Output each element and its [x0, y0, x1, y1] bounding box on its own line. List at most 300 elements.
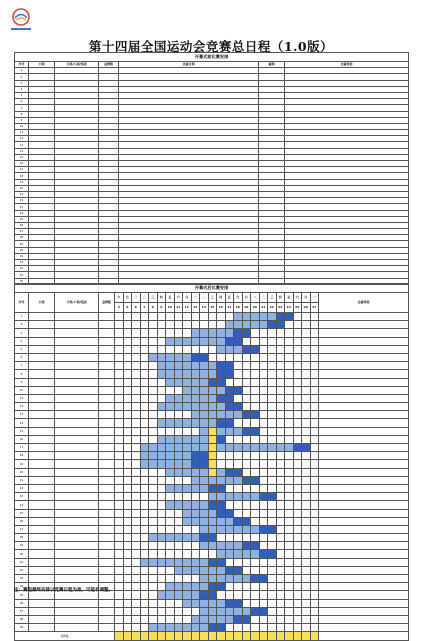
- schedule-day-cell: [140, 566, 149, 574]
- medal-count-cell: [99, 345, 115, 353]
- table-cell: 6: [15, 99, 29, 105]
- schedule-day-cell: [276, 370, 285, 378]
- schedule-day-cell: [191, 493, 200, 501]
- schedule-day-cell: [293, 550, 302, 558]
- schedule-day-cell: [132, 337, 141, 345]
- schedule-day-cell: [234, 411, 243, 419]
- schedule-day-cell: [208, 337, 217, 345]
- schedule-day-cell: [115, 542, 124, 550]
- schedule-day-cell: [208, 345, 217, 353]
- row-number-cell: 5: [15, 345, 29, 353]
- date-header: 16: [217, 303, 226, 313]
- total-cell: [276, 632, 285, 640]
- sport-cell: [29, 452, 55, 460]
- schedule-day-cell: [276, 607, 285, 615]
- schedule-day-cell: [183, 542, 192, 550]
- date-header: 20: [251, 303, 260, 313]
- schedule-day-cell: [157, 444, 166, 452]
- schedule-day-cell: [285, 452, 294, 460]
- schedule-day-cell: [285, 591, 294, 599]
- schedule-day-cell: [251, 353, 260, 361]
- schedule-day-cell: [123, 419, 132, 427]
- schedule-day-cell: [268, 583, 277, 591]
- schedule-day-cell: [149, 493, 158, 501]
- schedule-day-cell: [191, 575, 200, 583]
- schedule-day-cell: [157, 435, 166, 443]
- table-cell: 34: [15, 272, 29, 278]
- schedule-day-cell: [132, 534, 141, 542]
- schedule-day-cell: [259, 624, 268, 632]
- schedule-day-cell: [140, 583, 149, 591]
- weekday-header: 六: [115, 293, 124, 303]
- schedule-day-cell: [234, 460, 243, 468]
- schedule-day-cell: [268, 444, 277, 452]
- weekday-header: 一: [251, 293, 260, 303]
- schedule-day-cell: [268, 427, 277, 435]
- schedule-day-cell: [285, 558, 294, 566]
- sport-cell: [29, 419, 55, 427]
- date-header: 14: [200, 303, 209, 313]
- schedule-day-cell: [174, 476, 183, 484]
- schedule-day-cell: [268, 353, 277, 361]
- schedule-day-cell: [234, 468, 243, 476]
- discipline-cell: [55, 607, 99, 615]
- schedule-day-cell: [123, 599, 132, 607]
- total-cell: [183, 632, 192, 640]
- schedule-day-cell: [310, 534, 319, 542]
- schedule-day-cell: [191, 403, 200, 411]
- schedule-day-cell: [242, 460, 251, 468]
- schedule-day-cell: [115, 452, 124, 460]
- schedule-day-cell: [251, 321, 260, 329]
- schedule-day-cell: [242, 566, 251, 574]
- sport-cell: [29, 378, 55, 386]
- schedule-day-cell: [285, 435, 294, 443]
- column-header: 大项: [29, 62, 55, 68]
- schedule-day-cell: [234, 534, 243, 542]
- table-row: [15, 435, 409, 443]
- sport-cell: [29, 534, 55, 542]
- schedule-day-cell: [123, 353, 132, 361]
- schedule-day-cell: [157, 591, 166, 599]
- schedule-day-cell: [242, 444, 251, 452]
- schedule-day-cell: [149, 460, 158, 468]
- schedule-day-cell: [302, 452, 311, 460]
- schedule-day-cell: [208, 313, 217, 321]
- schedule-day-cell: [166, 460, 175, 468]
- schedule-day-cell: [208, 501, 217, 509]
- sport-cell: [29, 329, 55, 337]
- schedule-day-cell: [217, 583, 226, 591]
- discipline-cell: [55, 444, 99, 452]
- schedule-day-cell: [310, 566, 319, 574]
- total-cell: [149, 632, 158, 640]
- schedule-day-cell: [115, 476, 124, 484]
- schedule-day-cell: [208, 378, 217, 386]
- table-cell: 15: [15, 154, 29, 160]
- schedule-day-cell: [191, 615, 200, 623]
- schedule-day-cell: [242, 615, 251, 623]
- schedule-day-cell: [293, 615, 302, 623]
- section-title: 开幕式后比赛安排: [15, 284, 409, 293]
- discipline-cell: [55, 419, 99, 427]
- sport-cell: [29, 427, 55, 435]
- schedule-day-cell: [166, 493, 175, 501]
- schedule-day-cell: [174, 558, 183, 566]
- schedule-day-cell: [174, 517, 183, 525]
- schedule-day-cell: [242, 476, 251, 484]
- sport-cell: [29, 607, 55, 615]
- venue-cell: [319, 615, 409, 623]
- schedule-day-cell: [276, 583, 285, 591]
- schedule-day-cell: [259, 534, 268, 542]
- schedule-day-cell: [217, 370, 226, 378]
- venue-cell: [319, 509, 409, 517]
- schedule-day-cell: [149, 345, 158, 353]
- schedule-day-cell: [157, 599, 166, 607]
- medal-count-cell: [99, 370, 115, 378]
- schedule-day-cell: [259, 452, 268, 460]
- schedule-day-cell: [200, 558, 209, 566]
- schedule-day-cell: [166, 607, 175, 615]
- schedule-day-cell: [200, 575, 209, 583]
- schedule-day-cell: [115, 337, 124, 345]
- schedule-day-cell: [123, 362, 132, 370]
- schedule-day-cell: [302, 444, 311, 452]
- table-row: [15, 378, 409, 386]
- venue-cell: [319, 353, 409, 361]
- total-cell: [259, 632, 268, 640]
- schedule-day-cell: [217, 403, 226, 411]
- schedule-day-cell: [166, 329, 175, 337]
- schedule-day-cell: [225, 444, 234, 452]
- schedule-day-cell: [140, 313, 149, 321]
- discipline-cell: [55, 493, 99, 501]
- schedule-day-cell: [157, 509, 166, 517]
- schedule-day-cell: [302, 575, 311, 583]
- schedule-day-cell: [276, 329, 285, 337]
- schedule-day-cell: [166, 566, 175, 574]
- discipline-cell: [55, 411, 99, 419]
- date-header: 12: [183, 303, 192, 313]
- medal-count-cell: [99, 337, 115, 345]
- schedule-day-cell: [123, 452, 132, 460]
- schedule-day-cell: [302, 624, 311, 632]
- medal-count-cell: [99, 493, 115, 501]
- schedule-day-cell: [310, 583, 319, 591]
- sport-cell: [29, 313, 55, 321]
- venue-cell: [319, 337, 409, 345]
- schedule-day-cell: [251, 591, 260, 599]
- schedule-day-cell: [234, 484, 243, 492]
- schedule-day-cell: [251, 435, 260, 443]
- schedule-day-cell: [276, 542, 285, 550]
- schedule-day-cell: [115, 534, 124, 542]
- schedule-day-cell: [157, 394, 166, 402]
- medal-count-cell: [99, 362, 115, 370]
- schedule-day-cell: [149, 313, 158, 321]
- schedule-day-cell: [302, 493, 311, 501]
- schedule-day-cell: [174, 460, 183, 468]
- schedule-day-cell: [140, 378, 149, 386]
- schedule-day-cell: [293, 476, 302, 484]
- schedule-day-cell: [225, 525, 234, 533]
- row-number-cell: 21: [15, 476, 29, 484]
- schedule-day-cell: [174, 501, 183, 509]
- schedule-day-cell: [132, 484, 141, 492]
- schedule-day-cell: [310, 542, 319, 550]
- schedule-day-cell: [157, 575, 166, 583]
- schedule-day-cell: [310, 517, 319, 525]
- medal-count-cell: [99, 329, 115, 337]
- schedule-day-cell: [166, 452, 175, 460]
- sport-cell: [29, 370, 55, 378]
- table-cell: 22: [15, 198, 29, 204]
- schedule-day-cell: [225, 476, 234, 484]
- table-cell: 35: [15, 278, 29, 284]
- schedule-day-cell: [259, 435, 268, 443]
- schedule-day-cell: [191, 313, 200, 321]
- schedule-day-cell: [302, 370, 311, 378]
- schedule-day-cell: [208, 484, 217, 492]
- schedule-day-cell: [259, 484, 268, 492]
- sport-cell: [29, 386, 55, 394]
- schedule-day-cell: [276, 345, 285, 353]
- weekday-header: 六: [293, 293, 302, 303]
- schedule-day-cell: [183, 394, 192, 402]
- table-row: [15, 607, 409, 615]
- schedule-day-cell: [225, 468, 234, 476]
- schedule-day-cell: [149, 525, 158, 533]
- schedule-day-cell: [259, 509, 268, 517]
- schedule-day-cell: [191, 566, 200, 574]
- weekday-header: 日: [302, 293, 311, 303]
- schedule-day-cell: [132, 386, 141, 394]
- date-header: 8: [149, 303, 158, 313]
- schedule-day-cell: [225, 386, 234, 394]
- schedule-day-cell: [225, 411, 234, 419]
- schedule-day-cell: [276, 550, 285, 558]
- schedule-day-cell: [140, 607, 149, 615]
- schedule-day-cell: [293, 411, 302, 419]
- schedule-day-cell: [251, 534, 260, 542]
- schedule-day-cell: [132, 427, 141, 435]
- total-cell: [191, 632, 200, 640]
- schedule-day-cell: [225, 550, 234, 558]
- schedule-day-cell: [234, 566, 243, 574]
- schedule-day-cell: [234, 607, 243, 615]
- schedule-day-cell: [251, 411, 260, 419]
- date-header: 17: [225, 303, 234, 313]
- schedule-day-cell: [293, 566, 302, 574]
- schedule-day-cell: [157, 452, 166, 460]
- schedule-day-cell: [115, 403, 124, 411]
- schedule-day-cell: [276, 509, 285, 517]
- schedule-day-cell: [115, 468, 124, 476]
- schedule-day-cell: [115, 509, 124, 517]
- schedule-day-cell: [140, 534, 149, 542]
- schedule-day-cell: [140, 476, 149, 484]
- schedule-day-cell: [174, 468, 183, 476]
- schedule-day-cell: [225, 313, 234, 321]
- schedule-day-cell: [276, 484, 285, 492]
- schedule-day-cell: [234, 394, 243, 402]
- schedule-day-cell: [200, 403, 209, 411]
- date-header: 27: [310, 303, 319, 313]
- schedule-day-cell: [115, 321, 124, 329]
- discipline-cell: [55, 476, 99, 484]
- schedule-day-cell: [123, 476, 132, 484]
- schedule-day-cell: [268, 517, 277, 525]
- table-row: [15, 468, 409, 476]
- discipline-cell: [55, 460, 99, 468]
- schedule-day-cell: [115, 525, 124, 533]
- discipline-cell: [55, 403, 99, 411]
- schedule-day-cell: [259, 583, 268, 591]
- total-cell: [166, 632, 175, 640]
- table-row: [15, 525, 409, 533]
- schedule-day-cell: [115, 394, 124, 402]
- schedule-day-cell: [183, 411, 192, 419]
- schedule-day-cell: [276, 313, 285, 321]
- schedule-day-cell: [234, 337, 243, 345]
- schedule-day-cell: [140, 435, 149, 443]
- schedule-day-cell: [225, 419, 234, 427]
- schedule-day-cell: [276, 419, 285, 427]
- date-header: 15: [208, 303, 217, 313]
- schedule-day-cell: [115, 427, 124, 435]
- schedule-day-cell: [208, 329, 217, 337]
- schedule-day-cell: [208, 435, 217, 443]
- schedule-day-cell: [285, 386, 294, 394]
- schedule-day-cell: [174, 362, 183, 370]
- schedule-day-cell: [276, 575, 285, 583]
- schedule-day-cell: [174, 493, 183, 501]
- schedule-day-cell: [293, 607, 302, 615]
- schedule-day-cell: [191, 444, 200, 452]
- weekday-header: 六: [174, 293, 183, 303]
- row-number-cell: 29: [15, 542, 29, 550]
- date-header: 13: [191, 303, 200, 313]
- total-cell: [157, 632, 166, 640]
- row-number-cell: 24: [15, 501, 29, 509]
- schedule-day-cell: [191, 337, 200, 345]
- schedule-day-cell: [217, 509, 226, 517]
- schedule-day-cell: [208, 321, 217, 329]
- schedule-day-cell: [200, 345, 209, 353]
- sport-cell: [29, 624, 55, 632]
- column-header: 金牌数: [99, 62, 119, 68]
- schedule-day-cell: [140, 337, 149, 345]
- schedule-day-cell: [293, 534, 302, 542]
- discipline-cell: [55, 558, 99, 566]
- schedule-day-cell: [123, 321, 132, 329]
- row-number-cell: 27: [15, 525, 29, 533]
- schedule-day-cell: [200, 624, 209, 632]
- schedule-day-cell: [285, 509, 294, 517]
- schedule-day-cell: [166, 419, 175, 427]
- schedule-day-cell: [191, 542, 200, 550]
- schedule-day-cell: [166, 345, 175, 353]
- schedule-day-cell: [310, 509, 319, 517]
- schedule-day-cell: [302, 476, 311, 484]
- schedule-day-cell: [217, 534, 226, 542]
- schedule-day-cell: [268, 493, 277, 501]
- venue-cell: [319, 583, 409, 591]
- schedule-day-cell: [302, 337, 311, 345]
- schedule-day-cell: [251, 370, 260, 378]
- row-number-cell: 38: [15, 615, 29, 623]
- total-cell: [268, 632, 277, 640]
- medal-count-cell: [99, 460, 115, 468]
- table-cell: 14: [15, 148, 29, 154]
- table-cell: 10: [15, 123, 29, 129]
- schedule-day-cell: [285, 468, 294, 476]
- row-number-cell: 17: [15, 444, 29, 452]
- schedule-day-cell: [268, 403, 277, 411]
- discipline-cell: [55, 509, 99, 517]
- schedule-day-cell: [157, 337, 166, 345]
- schedule-day-cell: [115, 501, 124, 509]
- date-header: 26: [302, 303, 311, 313]
- schedule-day-cell: [242, 411, 251, 419]
- row-number-cell: 39: [15, 624, 29, 632]
- schedule-day-cell: [259, 566, 268, 574]
- schedule-day-cell: [174, 353, 183, 361]
- schedule-day-cell: [234, 476, 243, 484]
- schedule-day-cell: [174, 624, 183, 632]
- row-number-cell: 10: [15, 386, 29, 394]
- schedule-day-cell: [268, 419, 277, 427]
- date-header: 25: [293, 303, 302, 313]
- schedule-day-cell: [183, 403, 192, 411]
- schedule-day-cell: [225, 427, 234, 435]
- schedule-day-cell: [157, 411, 166, 419]
- schedule-day-cell: [174, 615, 183, 623]
- schedule-day-cell: [276, 501, 285, 509]
- schedule-day-cell: [302, 321, 311, 329]
- schedule-day-cell: [251, 452, 260, 460]
- schedule-day-cell: [149, 435, 158, 443]
- schedule-day-cell: [132, 550, 141, 558]
- table-row: [15, 558, 409, 566]
- schedule-day-cell: [285, 411, 294, 419]
- schedule-day-cell: [251, 378, 260, 386]
- date-header: 21: [259, 303, 268, 313]
- schedule-day-cell: [157, 329, 166, 337]
- schedule-day-cell: [140, 386, 149, 394]
- schedule-day-cell: [166, 550, 175, 558]
- venue-cell: [319, 427, 409, 435]
- total-cell: [225, 632, 234, 640]
- schedule-day-cell: [293, 444, 302, 452]
- table-row: [15, 550, 409, 558]
- table-row: [15, 370, 409, 378]
- schedule-day-cell: [149, 394, 158, 402]
- schedule-day-cell: [302, 509, 311, 517]
- schedule-day-cell: [200, 468, 209, 476]
- sport-cell: [29, 550, 55, 558]
- schedule-day-cell: [149, 353, 158, 361]
- schedule-day-cell: [132, 419, 141, 427]
- date-header: 4: [115, 303, 124, 313]
- schedule-day-cell: [310, 591, 319, 599]
- schedule-day-cell: [251, 337, 260, 345]
- sport-cell: [29, 542, 55, 550]
- schedule-day-cell: [149, 419, 158, 427]
- sport-cell: [29, 345, 55, 353]
- schedule-day-cell: [285, 566, 294, 574]
